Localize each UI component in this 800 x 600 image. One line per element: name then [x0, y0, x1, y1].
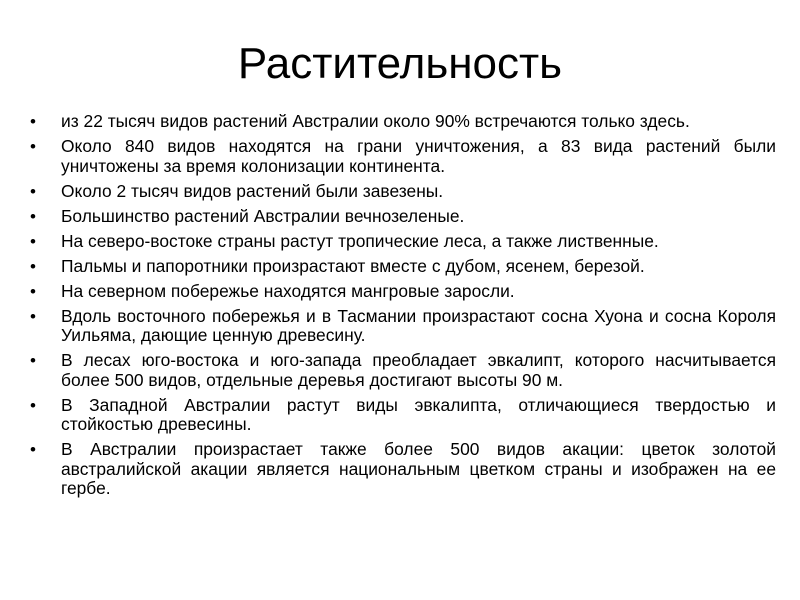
bullet-dot: •	[30, 440, 36, 459]
bullet-item	[30, 351, 776, 390]
bullet-dot: •	[30, 231, 36, 251]
bullet-text: На северном побережье находятся мангровые заросли.	[61, 280, 515, 301]
bullet-item	[30, 207, 776, 227]
bullet-dot: •	[30, 281, 36, 301]
bullet-item	[30, 440, 776, 499]
slide-title: Растительность	[237, 39, 563, 88]
bullet-item	[30, 232, 776, 252]
bullet-dot: •	[30, 306, 36, 326]
bullet-dot: •	[30, 181, 36, 201]
bullet-text: В лесах юго-востока и юго-запада преобладает эвкалипт, которого насчитывается более 500 видов, отдельные деревья достигают высоты 90 м.	[61, 350, 776, 390]
bullet-item	[30, 307, 776, 346]
bullet-text: из 22 тысяч видов растений Австралии около 90% встречаются только здесь.	[61, 111, 690, 131]
bullet-item	[30, 282, 776, 302]
bullet-dot: •	[30, 351, 36, 370]
bullet-text: Вдоль восточного побережья и в Тасмании произрастают сосна Хуона и сосна Короля Уильяма, дающие ценную древесину.	[61, 305, 776, 345]
bullet-text: Около 840 видов находятся на грани уничтожения, а 83 вида растений были уничтожены за время колонизации континента.	[61, 136, 776, 176]
bullet-item	[30, 257, 776, 277]
bullet-dot: •	[30, 137, 36, 156]
bullet-dot: •	[30, 395, 36, 415]
bullet-text: Большинство растений Австралии вечнозеленые.	[61, 205, 465, 226]
bullet-dot: •	[30, 206, 36, 226]
bullet-text: В Австралии произрастает также более 500 видов акации: цветок золотой австралийской акации является национальным цветком страны и изображен на ее гербе.	[61, 439, 776, 498]
bullet-item	[30, 182, 776, 202]
bullet-text: На северо-востоке страны растут тропические леса, а также лиственные.	[61, 230, 659, 251]
bullet-text: Пальмы и папоротники произрастают вместе с дубом, ясенем, березой.	[61, 255, 645, 276]
bullet-text: В Западной Австралии растут виды эвкалипта, отличающиеся твердостью и стойкостью древесины.	[61, 394, 776, 434]
bullet-item	[30, 137, 776, 176]
bullet-dot: •	[30, 256, 36, 276]
bullet-list	[30, 112, 776, 504]
bullet-item	[30, 396, 776, 435]
bullet-dot: •	[30, 112, 36, 131]
bullet-text: Около 2 тысяч видов растений были завезены.	[61, 180, 444, 201]
bullet-item	[30, 112, 776, 132]
